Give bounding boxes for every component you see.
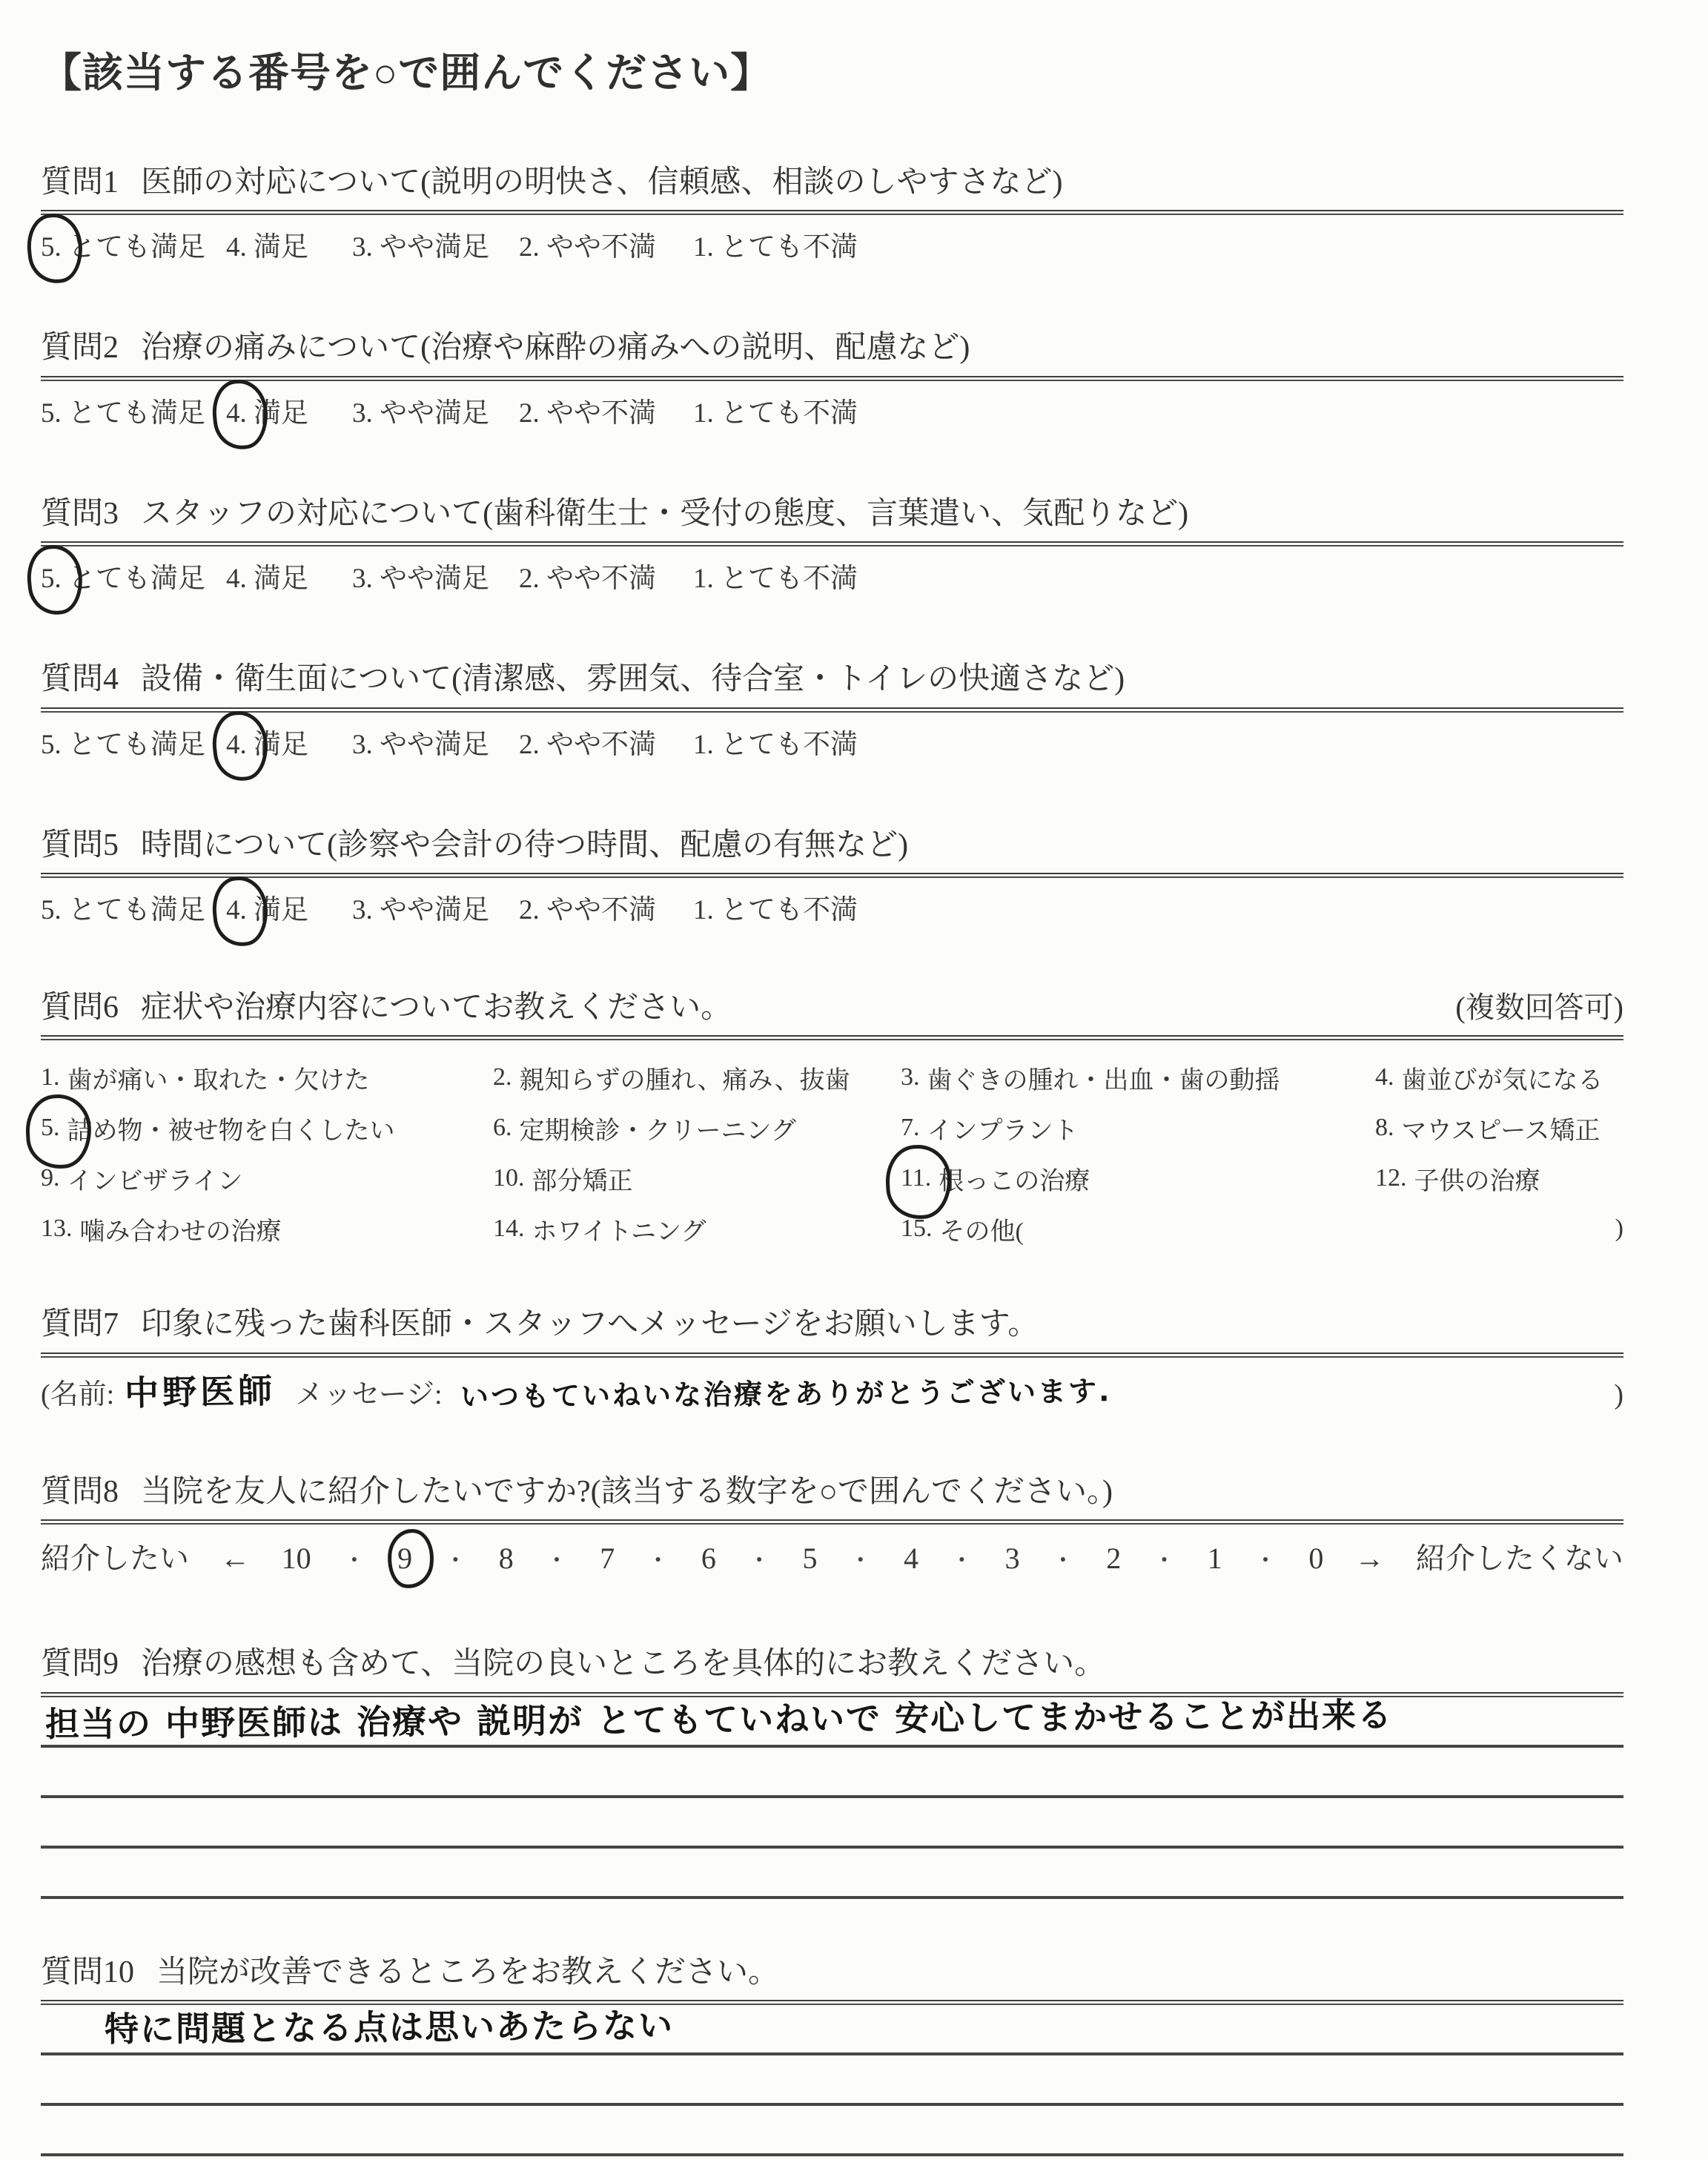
q3-option-2[interactable] — [519, 555, 693, 595]
question-title: 当院が改善できるところをお教えください。 — [156, 1955, 780, 1989]
question-6-section — [41, 989, 1623, 1254]
option-label: やや不満 — [539, 564, 656, 595]
option-label: やや不満 — [539, 894, 656, 925]
option-label: とても満足 — [61, 564, 205, 595]
option-label: 子供の治療 — [1414, 1167, 1540, 1195]
option-number: 2. — [519, 397, 540, 429]
q5-option-2[interactable] — [519, 887, 693, 927]
q8-number-7[interactable]: 7 — [600, 1542, 615, 1576]
q2-option-3[interactable] — [352, 390, 519, 430]
handwritten-answer[interactable]: 特に問題となる点は思いあたらない — [104, 2005, 675, 2050]
q7-answer-row — [41, 1365, 1623, 1414]
question-4-section — [41, 661, 1623, 761]
option-label: とても満足 — [61, 729, 205, 760]
q6-item-6[interactable] — [493, 1103, 901, 1153]
question-6-heading-text — [41, 989, 732, 1026]
option-label: 部分矯正 — [532, 1167, 633, 1195]
q4-option-2[interactable] — [519, 721, 693, 762]
closing-paren: ) — [1615, 1215, 1623, 1243]
header-underline — [41, 376, 1623, 381]
dot-separator: ・ — [443, 1547, 468, 1574]
option-label: とても満足 — [61, 894, 205, 925]
q5-option-1[interactable] — [693, 887, 864, 927]
option-number: 2. — [519, 894, 540, 925]
q1-option-4[interactable] — [226, 224, 352, 264]
option-number: 14. — [493, 1215, 525, 1243]
option-number: 4. — [226, 232, 247, 263]
selection-circle — [385, 1527, 435, 1590]
header-underline — [41, 1353, 1623, 1358]
q8-number-9[interactable]: 9 — [397, 1541, 412, 1576]
option-label: 満足 — [246, 232, 308, 263]
question-number: 質問1 — [41, 165, 119, 199]
q2-option-4[interactable] — [226, 390, 352, 430]
q5-option-5[interactable] — [41, 887, 226, 927]
option-number: 1. — [693, 729, 714, 760]
q6-item-9[interactable] — [41, 1153, 493, 1203]
header-underline — [41, 1519, 1623, 1525]
option-number: 9. — [41, 1164, 60, 1192]
q8-number-2[interactable]: 2 — [1106, 1542, 1122, 1576]
option-number: 8. — [1375, 1114, 1394, 1142]
option-number: 3. — [352, 232, 373, 263]
option-label: とても不満 — [713, 397, 858, 429]
question-number: 質問4 — [41, 662, 119, 697]
q8-number-5[interactable]: 5 — [802, 1542, 818, 1576]
q5-option-3[interactable] — [352, 887, 519, 927]
option-number: 4. — [1375, 1063, 1394, 1091]
option-label: とても満足 — [61, 232, 205, 263]
q8-number-6[interactable]: 6 — [701, 1542, 716, 1576]
left-arrow-icon: ← — [220, 1542, 251, 1576]
q8-number-1[interactable]: 1 — [1207, 1542, 1222, 1576]
q1-option-3[interactable] — [352, 224, 519, 264]
option-label: 満足 — [246, 729, 308, 760]
right-arrow-icon: → — [1354, 1542, 1385, 1576]
option-number: 4. — [226, 729, 247, 761]
question-number: 質問5 — [41, 828, 119, 862]
question-title: 時間について(診察や会計の待つ時間、配慮の有無など) — [141, 828, 909, 862]
ruled-blank-line[interactable] — [41, 2055, 1623, 2106]
header-underline — [41, 873, 1623, 878]
header-underline — [41, 210, 1623, 215]
question-8-header — [41, 1473, 1623, 1510]
dot-separator: ・ — [747, 1547, 772, 1574]
ruled-blank-line[interactable] — [41, 2156, 1623, 2160]
q6-item-5[interactable] — [41, 1103, 493, 1153]
option-label: 歯ぐきの腫れ・出血・歯の動揺 — [927, 1066, 1280, 1094]
ruled-blank-line[interactable] — [41, 1849, 1623, 1899]
q8-number-0[interactable]: 0 — [1308, 1542, 1324, 1576]
option-label: やや満足 — [372, 894, 489, 925]
q8-right-label: 紹介したくない — [1415, 1542, 1623, 1576]
satisfaction-questions — [41, 164, 1623, 927]
satisfaction-options-row — [41, 390, 1623, 430]
dot-separator: ・ — [950, 1547, 974, 1574]
q6-item-3[interactable] — [901, 1052, 1375, 1103]
q6-item-1[interactable] — [41, 1052, 493, 1103]
option-number: 3. — [352, 894, 373, 925]
question-number: 質問3 — [41, 496, 119, 531]
handwritten-message[interactable]: いつもていねいな治療をありがとうございます. — [460, 1374, 1112, 1413]
question-title: 印象に残った歯科医師・スタッフへメッセージをお願いします。 — [141, 1307, 1039, 1342]
option-label: 満足 — [246, 564, 308, 595]
ruled-answer-line[interactable] — [41, 1694, 1623, 1748]
ruled-blank-line[interactable] — [41, 1798, 1623, 1849]
option-label: とても不満 — [713, 564, 858, 595]
option-label: 満足 — [246, 894, 308, 925]
question-number: 質問7 — [41, 1307, 119, 1342]
option-number: 7. — [901, 1114, 920, 1142]
option-label: インプラント — [927, 1117, 1079, 1145]
option-number: 1. — [41, 1063, 60, 1091]
name-field-label: (名前: — [41, 1378, 115, 1410]
option-label: とても不満 — [713, 894, 858, 925]
ruled-blank-line[interactable] — [41, 2106, 1623, 2156]
option-number: 2. — [519, 729, 540, 760]
q4-option-4[interactable] — [226, 721, 352, 762]
question-title: 治療の痛みについて(治療や麻酔の痛みへの説明、配慮など) — [141, 331, 970, 366]
option-label: やや不満 — [539, 729, 656, 760]
option-label: 噛み合わせの治療 — [79, 1218, 282, 1246]
option-number: 1. — [693, 894, 714, 925]
q8-left-label: 紹介したい — [41, 1542, 189, 1576]
dot-separator: ・ — [848, 1547, 873, 1574]
question-title: 症状や治療内容についてお教えください。 — [141, 990, 732, 1025]
option-number: 3. — [352, 397, 373, 429]
handwritten-name[interactable]: 中野医師 — [124, 1370, 277, 1413]
dot-separator: ・ — [646, 1547, 670, 1574]
option-label: ホワイトニング — [532, 1218, 706, 1246]
q9-answer-area — [41, 1694, 1623, 1899]
option-number: 1. — [693, 564, 714, 595]
q3-option-4[interactable] — [226, 555, 352, 595]
q1-option-5[interactable] — [41, 224, 226, 264]
dot-separator: ・ — [1254, 1547, 1278, 1574]
question-number: 質問10 — [41, 1955, 135, 1989]
q5-option-4[interactable] — [226, 887, 352, 927]
ruled-answer-line[interactable] — [41, 2005, 1623, 2055]
option-label: やや不満 — [539, 232, 656, 263]
option-label: やや満足 — [372, 729, 489, 760]
question-header — [41, 661, 1623, 698]
q6-item-2[interactable] — [493, 1052, 901, 1103]
question-3-section — [41, 495, 1623, 595]
q8-number-3[interactable]: 3 — [1004, 1542, 1020, 1576]
question-7-section — [41, 1306, 1623, 1413]
option-label: やや満足 — [372, 564, 489, 595]
option-label: 根っこの治療 — [939, 1167, 1090, 1195]
q6-item-7[interactable] — [901, 1103, 1375, 1153]
option-label: その他( — [939, 1218, 1024, 1246]
q2-option-5[interactable] — [41, 390, 226, 430]
ruled-blank-line[interactable] — [41, 1748, 1623, 1798]
option-number: 15. — [901, 1215, 933, 1243]
question-header — [41, 329, 1623, 366]
q6-options-grid — [41, 1052, 1623, 1254]
question-2-section — [41, 329, 1623, 429]
q10-answer-area — [41, 2005, 1623, 2160]
option-label: やや満足 — [372, 397, 489, 429]
q2-option-1[interactable] — [693, 390, 864, 430]
q6-item-4[interactable] — [1375, 1052, 1623, 1103]
option-number: 4. — [226, 564, 247, 595]
dot-separator: ・ — [1152, 1547, 1176, 1574]
option-number: 4. — [226, 894, 247, 926]
question-title: 当院を友人に紹介したいですか?(該当する数字を○で囲んでください。) — [141, 1474, 1113, 1509]
question-number: 質問6 — [41, 990, 119, 1025]
q6-item-14[interactable] — [493, 1203, 901, 1254]
option-number: 5. — [41, 397, 62, 429]
option-number: 2. — [493, 1063, 512, 1091]
question-header — [41, 827, 1623, 864]
q4-option-5[interactable] — [41, 721, 226, 762]
option-label: 定期検診・クリーニング — [519, 1117, 796, 1145]
nps-scale — [41, 1535, 1623, 1577]
option-label: とても不満 — [713, 232, 858, 263]
option-label: マウスピース矯正 — [1401, 1117, 1601, 1145]
question-5-section — [41, 827, 1623, 927]
question-title: 設備・衛生面について(清潔感、雰囲気、待合室・トイレの快適さなど) — [141, 662, 1125, 697]
question-number: 質問8 — [41, 1474, 119, 1509]
q6-item-8[interactable] — [1375, 1103, 1623, 1153]
option-number: 3. — [352, 564, 373, 595]
option-label: 詰め物・被せ物を白くしたい — [67, 1117, 395, 1145]
option-label: 親知らずの腫れ、痛み、抜歯 — [519, 1066, 850, 1094]
option-label: とても不満 — [713, 729, 858, 760]
option-number: 10. — [493, 1164, 525, 1192]
option-label: インビザライン — [67, 1167, 243, 1195]
option-number: 5. — [41, 894, 62, 925]
q4-option-3[interactable] — [352, 721, 519, 762]
handwritten-answer[interactable]: 担当の 中野医師は 治療や 説明が とてもていねいで 安心してまかせることが出来る — [44, 1694, 1394, 1744]
q2-option-2[interactable] — [519, 390, 693, 430]
q1-option-2[interactable] — [519, 224, 693, 264]
option-label: やや満足 — [372, 232, 489, 263]
question-title: 治療の感想も含めて、当院の良いところを具体的にお教えください。 — [141, 1647, 1106, 1682]
option-label: 歯が痛い・取れた・欠けた — [67, 1066, 370, 1094]
option-label: とても満足 — [61, 397, 205, 429]
question-title: 医師の対応について(説明の明快さ、信頼感、相談のしやすさなど) — [141, 165, 1063, 199]
header-underline — [41, 541, 1623, 546]
option-number: 6. — [493, 1114, 512, 1142]
header-underline — [41, 1035, 1623, 1040]
satisfaction-options-row — [41, 555, 1623, 595]
satisfaction-options-row — [41, 887, 1623, 927]
question-header — [41, 495, 1623, 532]
q3-option-5[interactable] — [41, 555, 226, 595]
q6-item-13[interactable] — [41, 1203, 493, 1254]
q8-number-8[interactable]: 8 — [498, 1542, 514, 1576]
multiple-answers-note: (複数回答可) — [1455, 990, 1623, 1024]
option-label: 歯並びが気になる — [1401, 1066, 1603, 1094]
option-label: 満足 — [246, 397, 308, 429]
question-8-section — [41, 1473, 1623, 1577]
option-label: やや不満 — [539, 397, 656, 429]
closing-paren: ) — [1614, 1378, 1623, 1410]
q3-option-3[interactable] — [352, 555, 519, 595]
dot-separator: ・ — [545, 1547, 569, 1574]
option-number: 5. — [41, 1114, 60, 1142]
question-9-header — [41, 1645, 1623, 1682]
question-header — [41, 164, 1623, 201]
question-6-header — [41, 989, 1623, 1026]
q6-item-12[interactable] — [1375, 1153, 1623, 1203]
option-number: 5. — [41, 729, 62, 760]
option-number: 2. — [519, 232, 540, 263]
option-number: 11. — [901, 1164, 931, 1192]
q6-item-11[interactable] — [901, 1153, 1375, 1203]
q6-item-10[interactable] — [493, 1153, 901, 1203]
question-7-header — [41, 1306, 1623, 1343]
option-number: 3. — [352, 729, 373, 760]
option-number: 5. — [41, 563, 62, 595]
option-number: 4. — [226, 397, 247, 429]
option-number: 12. — [1375, 1164, 1407, 1192]
question-10-section — [41, 1954, 1623, 2160]
option-number: 5. — [41, 231, 62, 263]
question-9-section — [41, 1645, 1623, 1898]
message-field-label: メッセージ: — [295, 1378, 443, 1410]
option-number: 3. — [901, 1063, 920, 1091]
option-number: 1. — [693, 232, 714, 263]
header-underline — [41, 707, 1623, 713]
option-number: 1. — [693, 397, 714, 429]
question-number: 質問9 — [41, 1647, 119, 1682]
q6-item-15[interactable] — [901, 1203, 1623, 1254]
page-title: 【該当する番号を○で囲んでください】 — [41, 50, 772, 96]
satisfaction-options-row — [41, 224, 1623, 264]
option-number: 13. — [41, 1215, 73, 1243]
q8-number-4[interactable]: 4 — [904, 1542, 919, 1576]
question-number: 質問2 — [41, 331, 119, 366]
option-number: 2. — [519, 564, 540, 595]
q3-option-1[interactable] — [693, 555, 864, 595]
q8-number-10[interactable]: 10 — [281, 1542, 311, 1576]
dot-separator: ・ — [1050, 1547, 1075, 1574]
question-title: スタッフの対応について(歯科衛生士・受付の態度、言葉遣い、気配りなど) — [141, 496, 1189, 531]
q1-option-1[interactable] — [693, 224, 864, 264]
satisfaction-options-row — [41, 721, 1623, 762]
question-10-header — [41, 1954, 1623, 1991]
question-1-section — [41, 164, 1623, 264]
q4-option-1[interactable] — [693, 721, 864, 762]
dot-separator: ・ — [342, 1547, 366, 1574]
